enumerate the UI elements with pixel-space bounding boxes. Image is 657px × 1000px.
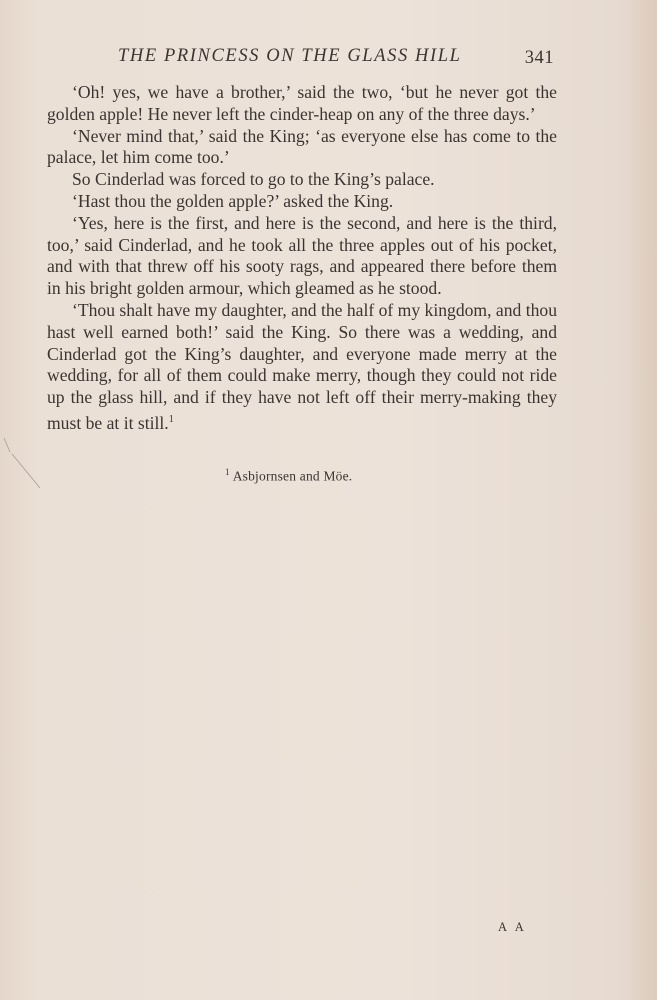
paragraph-6 [47, 300, 557, 435]
paragraph-2: ‘Never mind that,’ said the King; ‘as everyone else has come to the palace, let him come too.’ [47, 125, 557, 168]
pencil-mark-icon [0, 430, 60, 490]
running-title: THE PRINCESS ON THE GLASS HILL [118, 46, 462, 66]
page-number: 341 [524, 48, 554, 68]
footnote-marker: 1 [225, 467, 230, 477]
signature-mark: A A [498, 920, 527, 934]
body-text [47, 82, 557, 435]
footnote [225, 467, 352, 485]
paragraph-4: ‘Hast thou the golden apple?’ asked the King. [72, 190, 394, 211]
footnote-text: Asbjornsen and Möe. [232, 468, 353, 484]
paragraph-6-text: ‘Thou shalt have my daughter, and the half of my kingdom, and thou hast well earned both!’ said the King. So there was a wedding, and Cinderlad got the King’s daughter, and everyone made merry at the wedding, for all of them could make merry, though they could not ride up the glass hill, and if they have not left off their merry-making they must be at it still. [47, 299, 557, 433]
paragraph-1: ‘Oh! yes, we have a brother,’ said the two, ‘but he never got the golden apple! He never left the cinder-heap on any of the three days.’ [47, 82, 557, 124]
footnote-reference: 1 [168, 413, 174, 425]
paragraph-5: ‘Yes, here is the first, and here is the second, and here is the third, too,’ said Cinderlad, and he took all the three apples out of his pocket, and with that threw off his sooty rags, and appeared there before them in his bright golden armour, which gleamed as he stood. [47, 212, 557, 299]
paragraph-3: So Cinderlad was forced to go to the King’s palace. [72, 169, 435, 190]
